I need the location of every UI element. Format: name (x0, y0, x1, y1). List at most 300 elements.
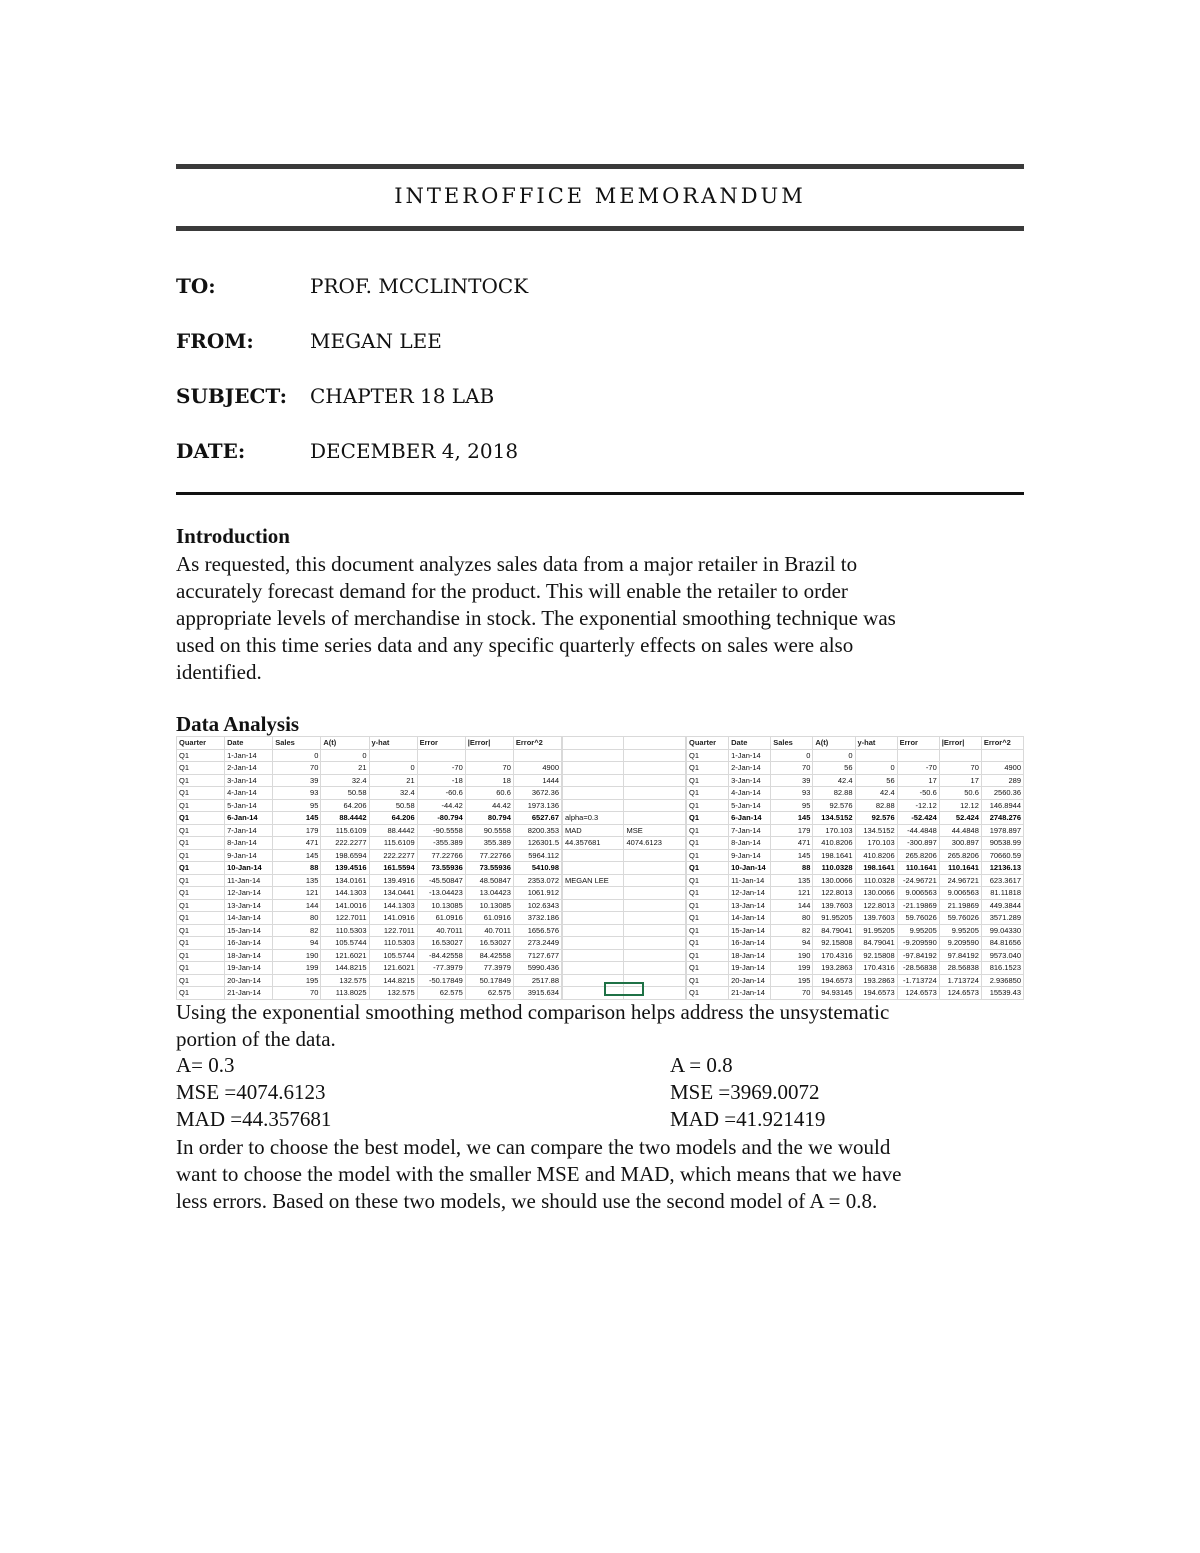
table-cell[interactable]: Q1 (687, 837, 729, 850)
parameter-cell[interactable] (563, 924, 624, 937)
table-cell[interactable]: 80 (273, 912, 321, 925)
table-cell[interactable]: 199 (771, 962, 813, 975)
table-cell[interactable]: 134.5152 (813, 812, 855, 825)
table-cell[interactable]: 8200.353 (513, 824, 561, 837)
table-cell[interactable]: 198.1641 (813, 849, 855, 862)
table-cell[interactable]: Q1 (177, 924, 225, 937)
table-cell[interactable]: 82 (771, 924, 813, 937)
table-cell[interactable]: 145 (273, 849, 321, 862)
table-cell[interactable]: 193.2863 (855, 974, 897, 987)
table-cell[interactable]: 52.424 (939, 812, 981, 825)
table-cell[interactable]: 70 (465, 762, 513, 775)
table-cell[interactable]: 194.6573 (855, 987, 897, 1000)
table-cell[interactable]: 21-Jan-14 (729, 987, 771, 1000)
table-cell[interactable]: Q1 (687, 912, 729, 925)
parameter-cell[interactable] (624, 949, 686, 962)
table-cell[interactable]: 4-Jan-14 (729, 787, 771, 800)
table-cell[interactable]: 16-Jan-14 (729, 937, 771, 950)
parameter-cell[interactable] (563, 862, 624, 875)
table-cell[interactable]: 12136.13 (981, 862, 1023, 875)
table-cell[interactable]: 135 (273, 874, 321, 887)
table-cell[interactable]: 40.7011 (417, 924, 465, 937)
table-cell[interactable]: 20-Jan-14 (729, 974, 771, 987)
table-cell[interactable]: Q1 (687, 762, 729, 775)
table-cell[interactable]: 82.88 (855, 799, 897, 812)
parameter-cell[interactable] (563, 887, 624, 900)
parameter-cell[interactable] (563, 912, 624, 925)
table-cell[interactable]: 94 (273, 937, 321, 950)
table-cell[interactable]: 15-Jan-14 (729, 924, 771, 937)
table-cell[interactable]: 4900 (981, 762, 1023, 775)
table-cell[interactable]: 199 (273, 962, 321, 975)
table-cell[interactable]: 124.6573 (897, 987, 939, 1000)
table-cell[interactable]: 132.575 (369, 987, 417, 1000)
table-cell[interactable] (939, 749, 981, 762)
table-cell[interactable]: 198.6594 (321, 849, 369, 862)
table-cell[interactable]: 92.15808 (813, 937, 855, 950)
table-cell[interactable]: 62.575 (465, 987, 513, 1000)
table-cell[interactable]: 816.1523 (981, 962, 1023, 975)
table-cell[interactable]: 9.006563 (939, 887, 981, 900)
table-cell[interactable]: 70 (771, 762, 813, 775)
table-cell[interactable]: Q1 (687, 899, 729, 912)
table-cell[interactable]: 10-Jan-14 (225, 862, 273, 875)
table-cell[interactable]: 10.13085 (465, 899, 513, 912)
table-cell[interactable]: 97.84192 (939, 949, 981, 962)
table-cell[interactable]: 64.206 (369, 812, 417, 825)
table-cell[interactable]: 24.96721 (939, 874, 981, 887)
table-cell[interactable]: 44.42 (465, 799, 513, 812)
table-cell[interactable]: 13-Jan-14 (225, 899, 273, 912)
column-header[interactable]: |Error| (465, 737, 513, 750)
table-cell[interactable] (897, 749, 939, 762)
table-cell[interactable]: 3672.36 (513, 787, 561, 800)
parameter-cell[interactable] (624, 737, 686, 750)
table-cell[interactable]: 141.0016 (321, 899, 369, 912)
table-cell[interactable]: 132.575 (321, 974, 369, 987)
table-cell[interactable]: 9.95205 (939, 924, 981, 937)
table-cell[interactable]: 6-Jan-14 (225, 812, 273, 825)
table-cell[interactable]: 110.0328 (855, 874, 897, 887)
table-cell[interactable]: 3-Jan-14 (729, 774, 771, 787)
table-cell[interactable]: 170.103 (855, 837, 897, 850)
table-cell[interactable]: -90.5558 (417, 824, 465, 837)
table-cell[interactable]: 70 (939, 762, 981, 775)
table-cell[interactable]: Q1 (687, 824, 729, 837)
table-cell[interactable]: 146.8944 (981, 799, 1023, 812)
parameter-cell[interactable] (624, 774, 686, 787)
column-header[interactable]: Error (897, 737, 939, 750)
table-cell[interactable]: 32.4 (321, 774, 369, 787)
table-cell[interactable]: 190 (273, 949, 321, 962)
column-header[interactable]: A(t) (813, 737, 855, 750)
table-cell[interactable]: 50.6 (939, 787, 981, 800)
table-cell[interactable]: 12-Jan-14 (729, 887, 771, 900)
column-header[interactable]: Error^2 (981, 737, 1023, 750)
table-cell[interactable]: 70 (771, 987, 813, 1000)
table-cell[interactable]: -60.6 (417, 787, 465, 800)
column-header[interactable]: A(t) (321, 737, 369, 750)
table-cell[interactable]: 61.0916 (417, 912, 465, 925)
table-cell[interactable]: -45.50847 (417, 874, 465, 887)
parameter-cell[interactable] (563, 749, 624, 762)
table-cell[interactable] (855, 749, 897, 762)
table-cell[interactable]: 42.4 (813, 774, 855, 787)
table-cell[interactable]: 70660.59 (981, 849, 1023, 862)
table-cell[interactable]: 18-Jan-14 (729, 949, 771, 962)
table-cell[interactable]: 16.53027 (417, 937, 465, 950)
table-cell[interactable]: 110.1641 (939, 862, 981, 875)
table-cell[interactable]: 121.6021 (321, 949, 369, 962)
table-cell[interactable]: 195 (273, 974, 321, 987)
table-cell[interactable]: 92.576 (855, 812, 897, 825)
table-cell[interactable]: Q1 (177, 787, 225, 800)
parameter-cell[interactable] (624, 937, 686, 950)
table-cell[interactable]: 90538.99 (981, 837, 1023, 850)
table-cell[interactable]: 4900 (513, 762, 561, 775)
table-cell[interactable]: 32.4 (369, 787, 417, 800)
table-cell[interactable]: -52.424 (897, 812, 939, 825)
table-cell[interactable]: Q1 (177, 812, 225, 825)
column-header[interactable]: y-hat (855, 737, 897, 750)
parameter-cell[interactable] (624, 912, 686, 925)
table-cell[interactable]: Q1 (177, 824, 225, 837)
table-cell[interactable]: Q1 (177, 774, 225, 787)
table-cell[interactable]: -44.42 (417, 799, 465, 812)
table-cell[interactable]: -28.56838 (897, 962, 939, 975)
table-cell[interactable]: 18-Jan-14 (225, 949, 273, 962)
table-cell[interactable]: 9.209590 (939, 937, 981, 950)
column-header[interactable]: Date (225, 737, 273, 750)
table-cell[interactable]: 21-Jan-14 (225, 987, 273, 1000)
table-cell[interactable]: 73.55936 (465, 862, 513, 875)
table-cell[interactable]: 122.7011 (321, 912, 369, 925)
table-cell[interactable]: 110.5303 (369, 937, 417, 950)
table-cell[interactable]: 9.95205 (897, 924, 939, 937)
table-cell[interactable]: 94 (771, 937, 813, 950)
table-cell[interactable] (465, 749, 513, 762)
table-cell[interactable]: 14-Jan-14 (729, 912, 771, 925)
table-cell[interactable]: 2353.072 (513, 874, 561, 887)
table-cell[interactable]: Q1 (177, 949, 225, 962)
table-cell[interactable]: 110.0328 (813, 862, 855, 875)
table-cell[interactable]: 21 (369, 774, 417, 787)
parameter-cell[interactable] (624, 812, 686, 825)
parameter-cell[interactable] (624, 874, 686, 887)
table-cell[interactable]: 130.0066 (813, 874, 855, 887)
table-cell[interactable]: 121 (273, 887, 321, 900)
table-cell[interactable]: 61.0916 (465, 912, 513, 925)
table-cell[interactable]: 144 (771, 899, 813, 912)
table-cell[interactable]: 16-Jan-14 (225, 937, 273, 950)
table-cell[interactable]: 2748.276 (981, 812, 1023, 825)
table-cell[interactable]: Q1 (177, 749, 225, 762)
parameter-cell[interactable] (624, 862, 686, 875)
table-cell[interactable]: -44.4848 (897, 824, 939, 837)
table-cell[interactable]: 21 (321, 762, 369, 775)
parameter-cell[interactable] (563, 949, 624, 962)
table-cell[interactable]: 145 (273, 812, 321, 825)
parameter-cell[interactable] (563, 937, 624, 950)
table-cell[interactable]: Q1 (177, 799, 225, 812)
table-cell[interactable]: 2560.36 (981, 787, 1023, 800)
table-cell[interactable]: 88.4442 (321, 812, 369, 825)
table-cell[interactable]: 95 (273, 799, 321, 812)
table-cell[interactable]: 170.4316 (855, 962, 897, 975)
table-cell[interactable]: 90.5558 (465, 824, 513, 837)
table-cell[interactable]: 13-Jan-14 (729, 899, 771, 912)
parameter-cell[interactable]: MAD (563, 824, 624, 837)
table-cell[interactable]: 5990.436 (513, 962, 561, 975)
parameter-cell[interactable] (563, 962, 624, 975)
table-cell[interactable]: Q1 (687, 874, 729, 887)
table-cell[interactable]: 18 (465, 774, 513, 787)
table-cell[interactable]: Q1 (687, 749, 729, 762)
table-cell[interactable]: Q1 (177, 837, 225, 850)
table-cell[interactable]: 92.576 (813, 799, 855, 812)
table-cell[interactable]: -97.84192 (897, 949, 939, 962)
table-cell[interactable]: 19-Jan-14 (729, 962, 771, 975)
parameter-cell[interactable] (624, 849, 686, 862)
table-cell[interactable]: 471 (273, 837, 321, 850)
parameter-cell[interactable] (624, 762, 686, 775)
table-cell[interactable]: 12.12 (939, 799, 981, 812)
table-cell[interactable]: 10-Jan-14 (729, 862, 771, 875)
parameter-cell[interactable] (563, 762, 624, 775)
table-cell[interactable]: 135 (771, 874, 813, 887)
table-cell[interactable]: Q1 (687, 787, 729, 800)
parameter-cell[interactable] (624, 899, 686, 912)
table-cell[interactable]: Q1 (177, 987, 225, 1000)
table-cell[interactable]: 5-Jan-14 (729, 799, 771, 812)
table-cell[interactable]: 273.2449 (513, 937, 561, 950)
table-cell[interactable]: 88 (273, 862, 321, 875)
table-cell[interactable]: 70 (273, 987, 321, 1000)
table-cell[interactable]: 144.8215 (321, 962, 369, 975)
table-cell[interactable]: 0 (273, 749, 321, 762)
table-cell[interactable]: 11-Jan-14 (225, 874, 273, 887)
table-cell[interactable]: Q1 (687, 774, 729, 787)
table-cell[interactable]: 1.713724 (939, 974, 981, 987)
parameter-cell[interactable]: alpha=0.3 (563, 812, 624, 825)
column-header[interactable]: Sales (771, 737, 813, 750)
table-cell[interactable]: Q1 (687, 974, 729, 987)
table-cell[interactable]: -12.12 (897, 799, 939, 812)
parameter-cell[interactable]: MSE (624, 824, 686, 837)
table-cell[interactable]: 161.5594 (369, 862, 417, 875)
table-cell[interactable]: 110.5303 (321, 924, 369, 937)
table-cell[interactable]: 122.8013 (813, 887, 855, 900)
column-header[interactable]: Sales (273, 737, 321, 750)
table-cell[interactable]: 93 (273, 787, 321, 800)
table-cell[interactable]: -355.389 (417, 837, 465, 850)
table-cell[interactable]: 91.95205 (813, 912, 855, 925)
table-cell[interactable]: 1-Jan-14 (225, 749, 273, 762)
table-cell[interactable]: 92.15808 (855, 949, 897, 962)
parameter-cell[interactable] (563, 774, 624, 787)
column-header[interactable]: y-hat (369, 737, 417, 750)
parameter-cell[interactable] (624, 749, 686, 762)
table-cell[interactable]: 144.1303 (369, 899, 417, 912)
table-cell[interactable]: 139.7603 (855, 912, 897, 925)
table-cell[interactable]: 222.2277 (369, 849, 417, 862)
table-cell[interactable]: 91.95205 (855, 924, 897, 937)
table-cell[interactable]: 134.5152 (855, 824, 897, 837)
table-cell[interactable]: 115.6109 (321, 824, 369, 837)
table-cell[interactable]: 2.936850 (981, 974, 1023, 987)
table-cell[interactable]: 0 (321, 749, 369, 762)
table-cell[interactable]: 0 (771, 749, 813, 762)
table-cell[interactable] (513, 749, 561, 762)
table-cell[interactable]: 9-Jan-14 (225, 849, 273, 862)
table-cell[interactable]: 84.42558 (465, 949, 513, 962)
table-cell[interactable]: 300.897 (939, 837, 981, 850)
table-cell[interactable]: 2-Jan-14 (225, 762, 273, 775)
column-header[interactable]: Quarter (177, 737, 225, 750)
table-cell[interactable]: 84.79041 (813, 924, 855, 937)
table-cell[interactable]: 122.7011 (369, 924, 417, 937)
table-cell[interactable]: 7-Jan-14 (225, 824, 273, 837)
column-header[interactable]: |Error| (939, 737, 981, 750)
table-cell[interactable]: 144 (273, 899, 321, 912)
table-cell[interactable]: 99.04330 (981, 924, 1023, 937)
column-header[interactable]: Quarter (687, 737, 729, 750)
parameter-cell[interactable] (563, 899, 624, 912)
table-cell[interactable]: 198.1641 (855, 862, 897, 875)
table-cell[interactable]: 105.5744 (321, 937, 369, 950)
table-cell[interactable]: 7-Jan-14 (729, 824, 771, 837)
table-cell[interactable]: 94.93145 (813, 987, 855, 1000)
table-cell[interactable]: 73.55936 (417, 862, 465, 875)
parameter-cell[interactable] (624, 887, 686, 900)
table-cell[interactable]: 42.4 (855, 787, 897, 800)
table-cell[interactable]: 2517.88 (513, 974, 561, 987)
table-cell[interactable]: 195 (771, 974, 813, 987)
table-cell[interactable]: Q1 (687, 987, 729, 1000)
table-cell[interactable]: Q1 (687, 949, 729, 962)
table-cell[interactable]: 1656.576 (513, 924, 561, 937)
parameter-cell[interactable]: MEGAN LEE (563, 874, 624, 887)
table-cell[interactable]: 84.81656 (981, 937, 1023, 950)
table-cell[interactable]: 84.79041 (855, 937, 897, 950)
table-cell[interactable]: 56 (813, 762, 855, 775)
table-cell[interactable]: -50.17849 (417, 974, 465, 987)
table-cell[interactable]: 410.8206 (813, 837, 855, 850)
table-cell[interactable]: 20-Jan-14 (225, 974, 273, 987)
table-cell[interactable]: Q1 (177, 962, 225, 975)
table-cell[interactable]: 6-Jan-14 (729, 812, 771, 825)
table-cell[interactable]: Q1 (687, 799, 729, 812)
table-cell[interactable]: Q1 (177, 762, 225, 775)
table-cell[interactable]: -70 (417, 762, 465, 775)
table-cell[interactable]: Q1 (177, 974, 225, 987)
table-cell[interactable]: 179 (771, 824, 813, 837)
table-cell[interactable]: 62.575 (417, 987, 465, 1000)
table-cell[interactable]: 355.389 (465, 837, 513, 850)
table-cell[interactable]: -13.04423 (417, 887, 465, 900)
table-cell[interactable]: 4-Jan-14 (225, 787, 273, 800)
parameter-cell[interactable]: 4074.6123 (624, 837, 686, 850)
table-cell[interactable]: 59.76026 (897, 912, 939, 925)
table-cell[interactable]: 3732.186 (513, 912, 561, 925)
table-cell[interactable]: 3571.289 (981, 912, 1023, 925)
table-cell[interactable]: 289 (981, 774, 1023, 787)
table-cell[interactable]: 471 (771, 837, 813, 850)
parameter-cell[interactable] (624, 787, 686, 800)
table-cell[interactable]: -84.42558 (417, 949, 465, 962)
table-cell[interactable]: 122.8013 (855, 899, 897, 912)
table-cell[interactable]: 139.7603 (813, 899, 855, 912)
table-cell[interactable]: -50.6 (897, 787, 939, 800)
table-cell[interactable]: 9573.040 (981, 949, 1023, 962)
table-cell[interactable]: Q1 (687, 862, 729, 875)
parameter-cell[interactable] (563, 849, 624, 862)
table-cell[interactable]: 70 (273, 762, 321, 775)
table-cell[interactable]: 139.4916 (369, 874, 417, 887)
table-cell[interactable]: 14-Jan-14 (225, 912, 273, 925)
table-cell[interactable]: 170.103 (813, 824, 855, 837)
column-header[interactable]: Date (729, 737, 771, 750)
table-cell[interactable]: 1444 (513, 774, 561, 787)
table-cell[interactable]: 93 (771, 787, 813, 800)
table-cell[interactable]: 39 (273, 774, 321, 787)
table-cell[interactable]: 410.8206 (855, 849, 897, 862)
table-cell[interactable]: 56 (855, 774, 897, 787)
table-cell[interactable]: Q1 (177, 849, 225, 862)
table-cell[interactable]: 141.0916 (369, 912, 417, 925)
table-cell[interactable]: 28.56838 (939, 962, 981, 975)
table-cell[interactable]: Q1 (177, 912, 225, 925)
table-cell[interactable]: 194.6573 (813, 974, 855, 987)
table-cell[interactable]: 1061.912 (513, 887, 561, 900)
table-cell[interactable]: Q1 (687, 849, 729, 862)
table-cell[interactable]: 102.6343 (513, 899, 561, 912)
table-cell[interactable]: -1.713724 (897, 974, 939, 987)
table-cell[interactable]: 449.3844 (981, 899, 1023, 912)
table-cell[interactable] (417, 749, 465, 762)
parameter-cell[interactable] (563, 787, 624, 800)
parameter-cell[interactable] (563, 799, 624, 812)
table-cell[interactable]: 134.0441 (369, 887, 417, 900)
table-cell[interactable]: -77.3979 (417, 962, 465, 975)
table-cell[interactable]: 105.5744 (369, 949, 417, 962)
table-cell[interactable]: 2-Jan-14 (729, 762, 771, 775)
table-cell[interactable]: -9.209590 (897, 937, 939, 950)
table-cell[interactable]: 11-Jan-14 (729, 874, 771, 887)
parameter-cell[interactable]: 44.357681 (563, 837, 624, 850)
table-cell[interactable]: 265.8206 (897, 849, 939, 862)
table-cell[interactable]: 81.11818 (981, 887, 1023, 900)
table-cell[interactable]: 623.3617 (981, 874, 1023, 887)
table-cell[interactable]: 5410.98 (513, 862, 561, 875)
table-cell[interactable]: 77.3979 (465, 962, 513, 975)
table-cell[interactable]: 82 (273, 924, 321, 937)
table-cell[interactable]: 60.6 (465, 787, 513, 800)
table-cell[interactable]: -24.96721 (897, 874, 939, 887)
parameter-cell[interactable] (563, 737, 624, 750)
table-cell[interactable]: 3-Jan-14 (225, 774, 273, 787)
table-cell[interactable]: 15-Jan-14 (225, 924, 273, 937)
table-cell[interactable]: 1973.136 (513, 799, 561, 812)
table-cell[interactable]: 88.4442 (369, 824, 417, 837)
table-cell[interactable]: 7127.677 (513, 949, 561, 962)
table-cell[interactable]: 9.006563 (897, 887, 939, 900)
table-cell[interactable]: 121.6021 (369, 962, 417, 975)
table-cell[interactable]: 265.8206 (939, 849, 981, 862)
table-cell[interactable]: 77.22766 (417, 849, 465, 862)
table-cell[interactable]: 88 (771, 862, 813, 875)
table-cell[interactable]: 40.7011 (465, 924, 513, 937)
